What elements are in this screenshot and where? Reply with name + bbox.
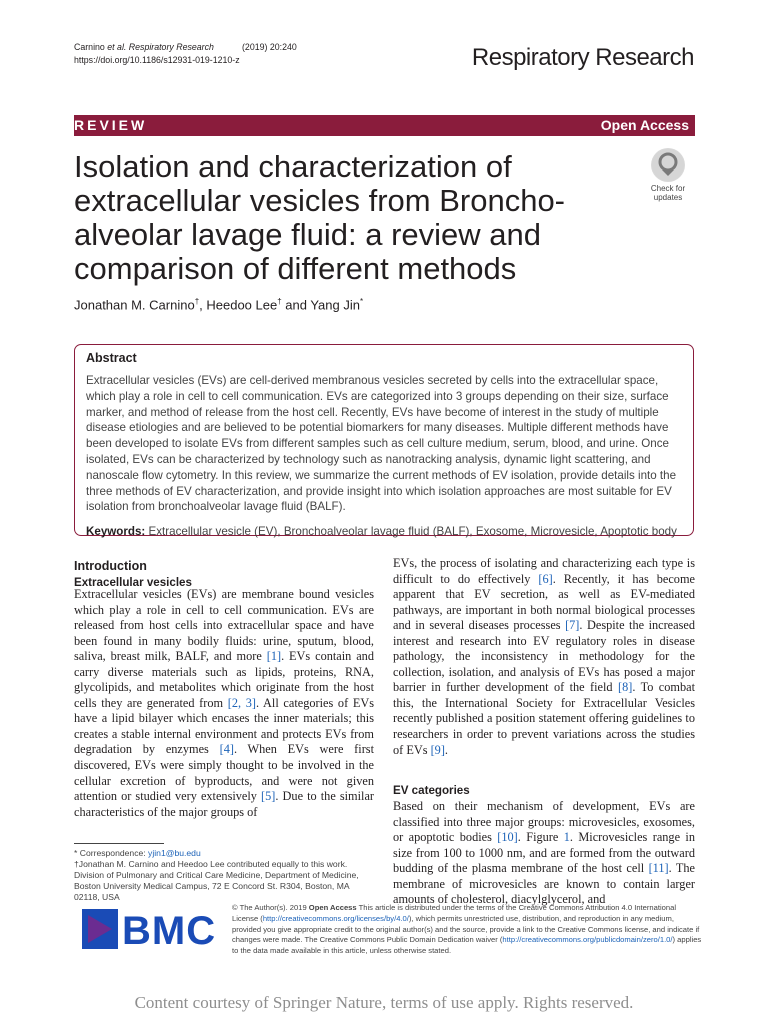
journal-name: Respiratory Research <box>471 44 694 71</box>
paragraph-text: EVs, the process of isolating and characterizing each type is difficult to do effectively <box>393 556 695 586</box>
keywords-label: Keywords: <box>86 525 146 539</box>
citation-link[interactable]: [2, 3] <box>227 695 256 710</box>
paragraph-text: . EVs contain and carry diverse materials such as lipids, proteins, RNA, glycolipids, and metabolites which originate from the host cells they are generated from <box>74 649 374 710</box>
paragraph-text: . <box>444 742 448 757</box>
paragraph-text: . To combat this, the International Society for Extracellular Vesicles recently published a position statement offering guidelines to researchers in order to prevent variations across the studies of EVs <box>393 680 695 757</box>
keywords-line <box>86 525 682 538</box>
paragraph-text: . The membrane of microvesicles are known to contain larger amounts of cholesterol, diacylglycerol, and <box>393 861 695 907</box>
footnotes <box>74 848 374 903</box>
license-text: ), which permits unrestricted use, distribution, and reproduction in any medium, provided you give appropriate credit to the original author(s) and the source, provide a link to the Creative Commons license, and indicate if changes were made. The Creative Commons Public Domain Dedication waiver ( <box>232 913 700 945</box>
keywords-text: Extracellular vesicle (EV), Bronchoalveolar lavage fluid (BALF), Exosome, Microvesicle, Apoptotic body <box>148 525 677 539</box>
body-column-right <box>393 556 695 758</box>
body-column-left <box>74 587 374 820</box>
abstract-heading: Abstract <box>86 351 137 365</box>
author-list <box>74 297 363 312</box>
paragraph-text: Extracellular vesicles (EVs) are membrane bound vesicles which play a role in cell to cell communication. EVs are released from host cells into extracellular space and have been found in many bodily fluids: urine, sputum, blood, saliva, breast milk, BALF, and more <box>74 587 374 664</box>
license-link-cc-zero[interactable]: http://creativecommons.org/publicdomain/zero/1.0/ <box>502 935 673 945</box>
check-for-updates-badge[interactable] <box>644 148 692 202</box>
license-statement <box>232 903 702 957</box>
paragraph-text: . Microvesicles range in size from 100 to 1000 nm, and are formed from the outward budding of the plasma membrane of the host cell <box>393 830 695 876</box>
subsection-heading-ev: Extracellular vesicles <box>74 576 192 589</box>
footnote-divider <box>74 843 164 844</box>
citation-link[interactable]: [6] <box>538 571 553 586</box>
author-lee: , Heedoo Lee <box>199 297 278 313</box>
citation-journal: Respiratory Research <box>128 42 214 52</box>
bmc-logo-text: BMC <box>122 909 217 953</box>
affiliation-note: Division of Pulmonary and Critical Care Medicine, Department of Medicine, Boston University Medical Campus, 72 E Concord St. R304, Boston, MA 02118, USA <box>74 870 359 902</box>
citation-link[interactable]: [8] <box>617 680 633 695</box>
paragraph-text: . Due to the similar characteristics of the major groups of <box>74 789 375 819</box>
citation-etal: et al. <box>107 42 127 52</box>
doi-link[interactable]: https://doi.org/10.1186/s12931-019-1210-z <box>74 55 240 65</box>
article-title: Isolation and characterization of extracellular vesicles from Broncho-alveolar lavage fluid: a review and comparison of different methods <box>74 149 566 286</box>
license-text: This article is distributed under the terms of the Creative Commons Attribution 4.0 International License ( <box>232 903 677 923</box>
bmc-logo-icon <box>82 909 120 951</box>
check-updates-line1: Check for <box>650 184 686 193</box>
citation-block <box>74 41 297 67</box>
paragraph-text: . All categories of EVs have a lipid bilayer which encases the inner materials; this creates a stable internal environment and protects EVs from degradation by enzymes <box>74 695 374 757</box>
citation-authors: Carnino <box>74 42 105 52</box>
license-open-access: Open Access <box>308 903 357 912</box>
figure-link[interactable]: 1 <box>563 830 570 845</box>
paragraph-text: Based on their mechanism of development, EVs are classified into three major groups: microvesicles, exosomes, or apoptotic bodies <box>393 799 695 845</box>
dagger-mark: † <box>194 297 200 306</box>
courtesy-watermark: Content courtesy of Springer Nature, terms of use apply. Rights reserved. <box>134 993 634 1012</box>
citation-link[interactable]: [7] <box>565 618 580 633</box>
author-carnino: Jonathan M. Carnino <box>74 297 195 313</box>
equal-contribution-note: †Jonathan M. Carnino and Heedoo Lee contributed equally to this work. <box>74 859 348 869</box>
paragraph-text: . Figure <box>517 830 564 845</box>
abstract-box <box>74 344 694 539</box>
citation-year: (2019) 20:240 <box>242 42 297 52</box>
corresponding-mark: * <box>359 297 364 306</box>
dagger-mark: † <box>277 297 282 306</box>
citation-link[interactable]: [11] <box>648 861 669 876</box>
citation-link[interactable]: [4] <box>219 742 234 757</box>
paragraph-text: . Recently, it has become apparent that EV secretion, as well as EV-mediated pathways, are important in both normal biological processes and in several diseases processes <box>393 571 695 633</box>
check-updates-line2: updates <box>653 193 683 202</box>
citation-link[interactable]: [5] <box>261 789 276 804</box>
subsection-heading-ev-categories: EV categories <box>393 784 470 797</box>
body-column-right-lower <box>393 799 695 908</box>
correspondence-email-link[interactable]: yjin1@bu.edu <box>148 848 201 858</box>
citation-link[interactable]: [9] <box>430 742 445 757</box>
paragraph-text: . When EVs were first discovered, EVs were simply thought to be involved in the cellular excretion of byproducts, and were not given attention or studied very extensively <box>74 742 374 804</box>
correspondence-line <box>74 848 374 859</box>
license-link-cc-by[interactable]: http://creativecommons.org/licenses/by/4.0/ <box>262 913 409 923</box>
section-heading-introduction: Introduction <box>74 559 147 573</box>
abstract-text: Extracellular vesicles (EVs) are cell-derived membranous vesicles secreted by cells into the extracellular space, which play a role in cell to cell communication. EVs are categorized into 3 groups depending on their size, surface marker, and method of release from the host cell. Recently, EVs have become of interest in the study of multiple disease etiologies and are believed to be potential biomarkers for many diseases. Multiple different methods have been developed to isolate EVs from different samples such as cell culture medium, serum, blood, and urine. Once isolated, EVs can be characterized by technology such as nanotracking analysis, dynamic light scattering, and nanoscale flow cytometry. In this review, we summarize the current methods of EV isolation, provide details into the three methods of EV characterization, and provide insight into which isolation approaches are most suitable for EV isolation from bronchoalveolar lavage fluid (BALF). <box>86 374 677 514</box>
citation-line <box>74 41 297 54</box>
bmc-logo <box>82 909 222 953</box>
license-text: © The Author(s). 2019 <box>232 903 309 912</box>
check-updates-label <box>644 184 692 202</box>
open-access-label: Open Access <box>600 117 689 133</box>
article-type-band <box>74 115 695 136</box>
article-type: REVIEW <box>74 117 148 133</box>
citation-link[interactable]: [10] <box>497 830 518 845</box>
license-text: ) applies to the data made available in this article, unless otherwise stated. <box>232 935 702 956</box>
citation-link[interactable]: [1] <box>266 649 282 664</box>
correspondence-label: * Correspondence: <box>74 848 149 858</box>
paragraph-text: . Despite the increased interest and research into EV regulatory roles in disease pathology, the inconsistency in methodology for the collection, isolation, and analysis of EVs has posed a major barrier in further development of the field <box>393 618 695 695</box>
author-jin: and Yang Jin <box>281 297 360 313</box>
check-updates-icon <box>651 148 685 182</box>
